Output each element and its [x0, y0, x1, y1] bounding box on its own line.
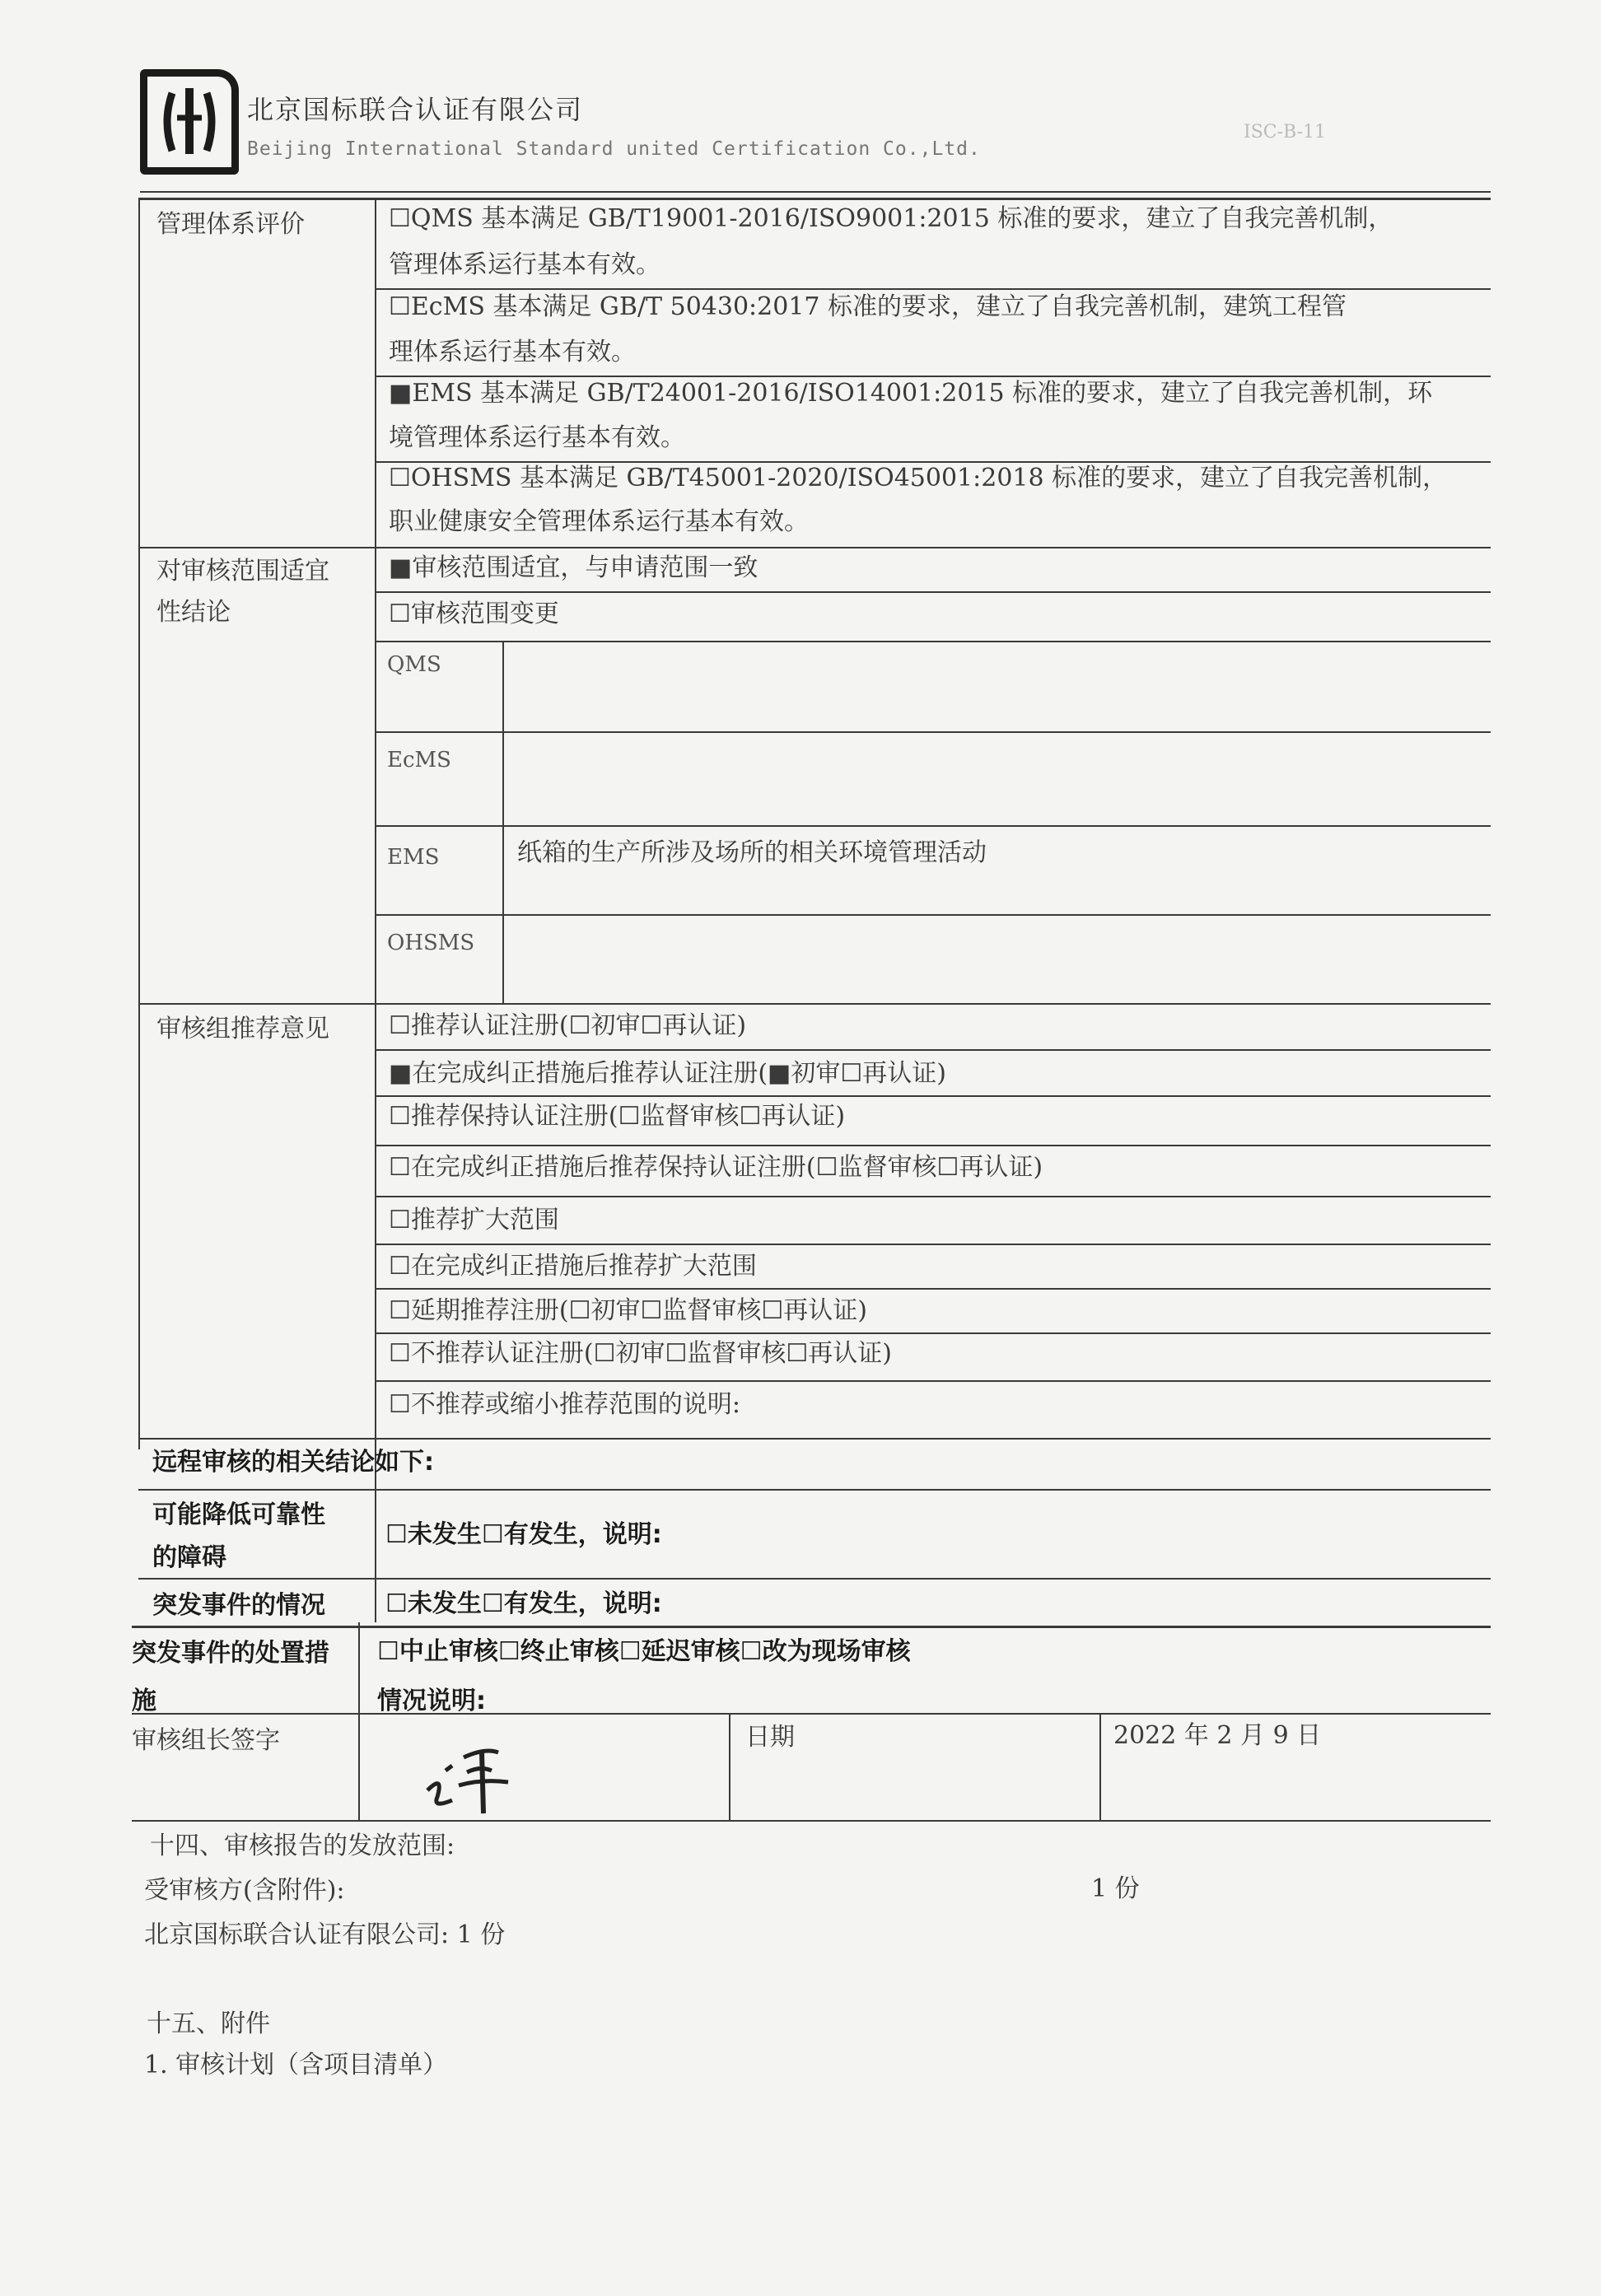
- scope-option-changed: ☐审核范围变更: [389, 600, 559, 628]
- recommend-label: 审核组推荐意见: [156, 1015, 329, 1043]
- distribution-auditee-copies: 1 份: [1091, 1874, 1140, 1903]
- scope-option-suitable: ■审核范围适宜，与申请范围一致: [389, 553, 758, 582]
- mgmt-eval-qms-line2: 管理体系运行基本有效。: [389, 250, 660, 279]
- scope-text-ems: 纸箱的生产所涉及场所的相关环境管理活动: [517, 838, 987, 867]
- header-rule: [140, 191, 1491, 193]
- recommend-option: ☐推荐认证注册(☐初审☐再认证): [389, 1011, 747, 1040]
- recommend-option: ☐延期推荐注册(☐初审☐监督审核☐再认证): [389, 1296, 867, 1325]
- distribution-auditee-label: 受审核方(含附件):: [144, 1876, 345, 1905]
- sig-date-divider: [729, 1713, 730, 1822]
- row-rule: [375, 1380, 1491, 1382]
- row-rule: [375, 1196, 1491, 1197]
- row-rule: [375, 641, 1491, 642]
- row-rule: [375, 1288, 1491, 1290]
- mgmt-eval-label: 管理体系评价: [156, 210, 305, 239]
- section-rule: [138, 1578, 1491, 1580]
- section-rule: [138, 547, 1491, 548]
- company-logo: [140, 69, 239, 175]
- signature-label: 审核组长签字: [132, 1726, 280, 1755]
- recommend-option: ☐推荐扩大范围: [389, 1206, 559, 1234]
- attachment-item: 1. 审核计划（含项目清单）: [144, 2051, 448, 2079]
- mgmt-eval-ecms-line2: 理体系运行基本有效。: [389, 338, 636, 366]
- form-code: ISC-B-11: [1244, 122, 1327, 142]
- recommend-option: ☐不推荐认证注册(☐初审☐监督审核☐再认证): [389, 1339, 892, 1368]
- section-rule: [138, 1003, 1491, 1005]
- mgmt-eval-ems-line2: 境管理体系运行基本有效。: [389, 423, 685, 452]
- emergency-label: 突发事件的情况: [152, 1591, 325, 1620]
- system-column-divider: [502, 642, 504, 1005]
- distribution-heading: 十四、审核报告的发放范围:: [150, 1832, 455, 1860]
- table-left-border: [138, 198, 140, 1449]
- reliability-label-line2: 的障碍: [152, 1543, 226, 1572]
- table-bottom-rule: [132, 1820, 1491, 1822]
- scope-label-line1: 对审核范围适宜: [156, 557, 329, 586]
- row-rule: [375, 825, 1491, 827]
- row-rule: [375, 1145, 1491, 1146]
- row-rule: [375, 1095, 1491, 1097]
- mgmt-eval-ohsms-line1: ☐OHSMS 基本满足 GB/T45001-2020/ISO45001:2018 标准的要求，建立了自我完善机制，: [389, 464, 1448, 492]
- handling-value-line2: 情况说明:: [377, 1687, 486, 1715]
- scope-system-ohsms: OHSMS: [387, 931, 475, 955]
- date-label: 日期: [745, 1723, 795, 1752]
- date-value: 2022 年 2 月 9 日: [1113, 1721, 1322, 1750]
- scope-system-ems: EMS: [387, 845, 440, 870]
- row-rule: [375, 1049, 1491, 1051]
- recommend-option: ■在完成纠正措施后推荐认证注册(■初审☐再认证): [389, 1059, 946, 1088]
- distribution-company-line: 北京国标联合认证有限公司: 1 份: [144, 1920, 506, 1949]
- row-rule: [375, 376, 1491, 377]
- handling-label-line2: 施: [132, 1687, 156, 1715]
- mgmt-eval-ems-line1: ■EMS 基本满足 GB/T24001-2016/ISO14001:2015 标准的要求，建立了自我完善机制，环: [389, 379, 1433, 408]
- section-rule: [138, 1489, 1491, 1491]
- row-rule: [375, 1244, 1491, 1245]
- row-rule: [375, 914, 1491, 916]
- row-rule: [375, 461, 1491, 463]
- company-name-en: Beijing International Standard united Certification Co.,Ltd.: [247, 138, 981, 160]
- reliability-label-line1: 可能降低可靠性: [152, 1500, 325, 1529]
- handling-label-line1: 突发事件的处置措: [132, 1639, 329, 1668]
- scope-system-qms: QMS: [387, 652, 441, 677]
- remote-title: 远程审核的相关结论如下:: [152, 1448, 434, 1477]
- row-rule: [375, 731, 1491, 733]
- section-rule: [138, 1438, 1491, 1440]
- scope-system-ecms: EcMS: [387, 748, 451, 772]
- section-rule: [132, 1713, 1491, 1715]
- row-rule: [375, 1332, 1491, 1334]
- handling-value-line1: ☐中止审核☐终止审核☐延迟审核☐改为现场审核: [377, 1637, 911, 1666]
- attachments-heading: 十五、附件: [147, 2009, 270, 2038]
- emergency-value: ☐未发生☐有发生，说明:: [385, 1589, 662, 1618]
- mgmt-eval-ecms-line1: ☐EcMS 基本满足 GB/T 50430:2017 标准的要求，建立了自我完善机制，建筑工程管: [389, 292, 1347, 321]
- recommend-option: ☐在完成纠正措施后推荐扩大范围: [389, 1252, 757, 1281]
- date-value-divider: [1099, 1713, 1101, 1822]
- handwritten-signature: [416, 1733, 523, 1815]
- label-column-divider: [375, 198, 376, 1622]
- mgmt-eval-qms-line1: ☐QMS 基本满足 GB/T19001-2016/ISO9001:2015 标准的要求，建立了自我完善机制，: [389, 204, 1393, 233]
- mgmt-eval-ohsms-line2: 职业健康安全管理体系运行基本有效。: [389, 507, 809, 536]
- reliability-value: ☐未发生☐有发生，说明:: [385, 1520, 662, 1549]
- table-top-rule: [140, 198, 1491, 200]
- row-rule: [375, 288, 1491, 290]
- section-rule: [132, 1626, 1491, 1628]
- recommend-option: ☐推荐保持认证注册(☐监督审核☐再认证): [389, 1102, 846, 1131]
- row-rule: [375, 591, 1491, 593]
- scope-label-line2: 性结论: [156, 598, 231, 627]
- recommend-option: ☐在完成纠正措施后推荐保持认证注册(☐监督审核☐再认证): [389, 1153, 1043, 1182]
- sig-label-divider: [358, 1622, 360, 1822]
- recommend-option: ☐不推荐或缩小推荐范围的说明:: [389, 1390, 741, 1419]
- company-name-cn: 北京国标联合认证有限公司: [247, 94, 584, 125]
